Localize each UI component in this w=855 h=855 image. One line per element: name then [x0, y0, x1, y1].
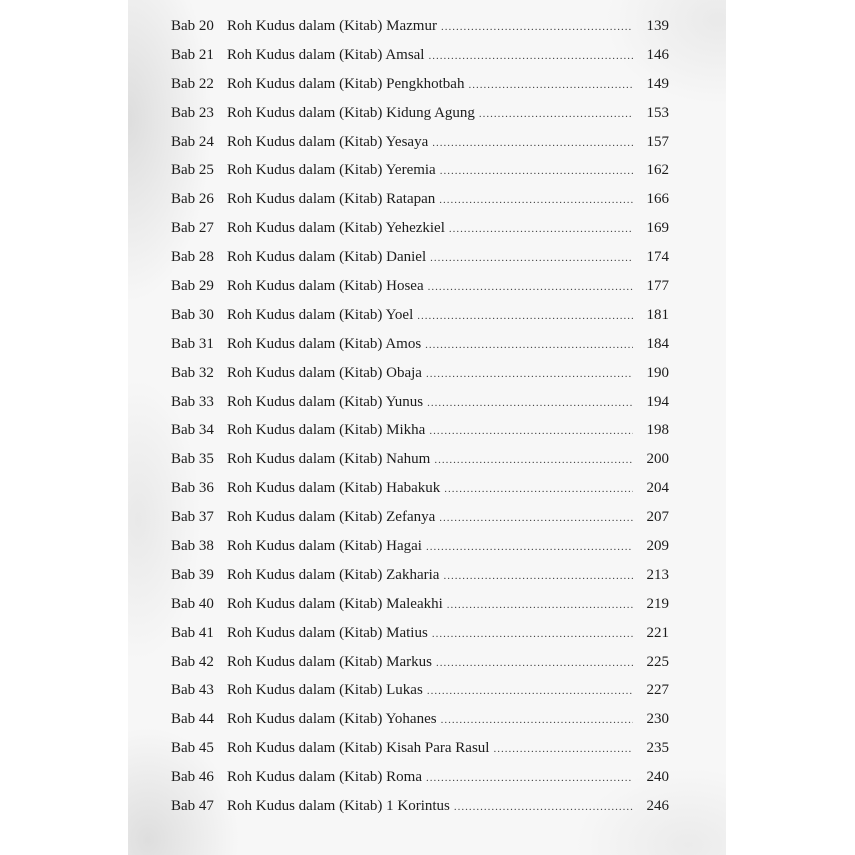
toc-entry — [171, 162, 669, 191]
chapter-number: Bab 45 — [171, 740, 214, 757]
page-number: 194 — [646, 393, 669, 410]
toc-entry — [171, 422, 669, 451]
dot-leader — [447, 599, 633, 611]
chapter-title: Roh Kudus dalam (Kitab) Kisah Para Rasul — [227, 740, 490, 757]
page-number: 204 — [646, 480, 669, 497]
toc-entry — [171, 191, 669, 220]
page-number: 149 — [646, 75, 669, 92]
toc-entry — [171, 682, 669, 711]
chapter-number: Bab 43 — [171, 682, 214, 699]
page-number: 221 — [646, 624, 669, 641]
toc-entry — [171, 711, 669, 740]
chapter-title: Roh Kudus dalam (Kitab) Daniel — [227, 249, 427, 266]
chapter-title: Roh Kudus dalam (Kitab) Hagai — [227, 538, 422, 555]
toc-entry — [171, 18, 669, 47]
dot-leader — [432, 137, 633, 149]
toc-entry — [171, 47, 669, 76]
chapter-number: Bab 25 — [171, 162, 214, 179]
chapter-number: Bab 47 — [171, 798, 214, 815]
toc-entry — [171, 76, 669, 105]
dot-leader — [426, 368, 633, 380]
table-of-contents — [171, 18, 669, 827]
chapter-title: Roh Kudus dalam (Kitab) Zakharia — [227, 566, 440, 583]
chapter-number: Bab 42 — [171, 653, 214, 670]
page-number: 227 — [646, 682, 669, 699]
chapter-number: Bab 46 — [171, 769, 214, 786]
chapter-number: Bab 36 — [171, 480, 214, 497]
toc-entry — [171, 336, 669, 365]
chapter-number: Bab 29 — [171, 278, 214, 295]
toc-entry — [171, 538, 669, 567]
page-number: 230 — [646, 711, 669, 728]
dot-leader — [427, 685, 633, 697]
toc-entry — [171, 220, 669, 249]
page-number: 213 — [646, 566, 669, 583]
dot-leader — [440, 165, 633, 177]
dot-leader — [429, 425, 633, 437]
dot-leader — [417, 310, 633, 322]
chapter-title: Roh Kudus dalam (Kitab) Ratapan — [227, 191, 436, 208]
dot-leader — [426, 541, 633, 553]
page-number: 209 — [646, 538, 669, 555]
dot-leader — [426, 772, 633, 784]
chapter-title: Roh Kudus dalam (Kitab) Roma — [227, 769, 422, 786]
toc-entry — [171, 480, 669, 509]
toc-entry — [171, 134, 669, 163]
dot-leader — [425, 339, 633, 351]
chapter-title: Roh Kudus dalam (Kitab) 1 Korintus — [227, 798, 450, 815]
toc-entry — [171, 249, 669, 278]
dot-leader — [439, 194, 633, 206]
chapter-number: Bab 35 — [171, 451, 214, 468]
toc-entry — [171, 307, 669, 336]
dot-leader — [444, 483, 633, 495]
page-number: 198 — [646, 422, 669, 439]
chapter-number: Bab 28 — [171, 249, 214, 266]
chapter-number: Bab 26 — [171, 191, 214, 208]
dot-leader — [430, 252, 633, 264]
dot-leader — [434, 454, 633, 466]
page-number: 181 — [646, 306, 669, 323]
page-number: 169 — [646, 220, 669, 237]
dot-leader — [428, 50, 633, 62]
chapter-number: Bab 40 — [171, 595, 214, 612]
page-number: 219 — [646, 595, 669, 612]
chapter-number: Bab 34 — [171, 422, 214, 439]
dot-leader — [454, 801, 633, 813]
dot-leader — [428, 281, 633, 293]
chapter-number: Bab 44 — [171, 711, 214, 728]
dot-leader — [441, 714, 633, 726]
toc-entry — [171, 365, 669, 394]
page-number: 207 — [646, 509, 669, 526]
page-number: 139 — [646, 18, 669, 34]
toc-entry — [171, 596, 669, 625]
chapter-title: Roh Kudus dalam (Kitab) Mazmur — [227, 18, 437, 34]
toc-entry — [171, 654, 669, 683]
chapter-number: Bab 31 — [171, 335, 214, 352]
page-number: 200 — [646, 451, 669, 468]
chapter-title: Roh Kudus dalam (Kitab) Matius — [227, 624, 428, 641]
chapter-title: Roh Kudus dalam (Kitab) Nahum — [227, 451, 431, 468]
chapter-number: Bab 24 — [171, 133, 214, 150]
page-number: 235 — [646, 740, 669, 757]
chapter-title: Roh Kudus dalam (Kitab) Mikha — [227, 422, 426, 439]
chapter-title: Roh Kudus dalam (Kitab) Zefanya — [227, 509, 436, 526]
page-number: 162 — [646, 162, 669, 179]
dot-leader — [479, 108, 633, 120]
page-number: 240 — [646, 769, 669, 786]
toc-entry — [171, 394, 669, 423]
chapter-number: Bab 27 — [171, 220, 214, 237]
chapter-number: Bab 37 — [171, 509, 214, 526]
dot-leader — [439, 512, 633, 524]
chapter-title: Roh Kudus dalam (Kitab) Amos — [227, 335, 422, 352]
chapter-title: Roh Kudus dalam (Kitab) Amsal — [227, 46, 425, 63]
dot-leader — [443, 570, 633, 582]
chapter-title: Roh Kudus dalam (Kitab) Yeremia — [227, 162, 436, 179]
chapter-title: Roh Kudus dalam (Kitab) Hosea — [227, 278, 424, 295]
page-number: 174 — [646, 249, 669, 266]
chapter-number: Bab 22 — [171, 75, 214, 92]
page-number: 166 — [646, 191, 669, 208]
page-number: 153 — [646, 104, 669, 121]
chapter-title: Roh Kudus dalam (Kitab) Lukas — [227, 682, 423, 699]
toc-entry — [171, 740, 669, 769]
toc-entry — [171, 798, 669, 827]
dot-leader — [468, 79, 633, 91]
toc-entry — [171, 769, 669, 798]
chapter-number: Bab 30 — [171, 306, 214, 323]
chapter-number: Bab 39 — [171, 566, 214, 583]
dot-leader — [493, 743, 633, 755]
chapter-title: Roh Kudus dalam (Kitab) Yoel — [227, 306, 414, 323]
chapter-title: Roh Kudus dalam (Kitab) Yohanes — [227, 711, 437, 728]
dot-leader — [441, 21, 633, 33]
dot-leader — [432, 628, 633, 640]
chapter-title: Roh Kudus dalam (Kitab) Obaja — [227, 364, 422, 381]
chapter-title: Roh Kudus dalam (Kitab) Yunus — [227, 393, 424, 410]
toc-entry — [171, 567, 669, 596]
chapter-title: Roh Kudus dalam (Kitab) Markus — [227, 653, 432, 670]
chapter-number: Bab 21 — [171, 46, 214, 63]
chapter-title: Roh Kudus dalam (Kitab) Kidung Agung — [227, 104, 475, 121]
chapter-title: Roh Kudus dalam (Kitab) Yehezkiel — [227, 220, 445, 237]
toc-entry — [171, 105, 669, 134]
dot-leader — [427, 397, 633, 409]
page-number: 225 — [646, 653, 669, 670]
chapter-number: Bab 20 — [171, 18, 214, 34]
page-number: 157 — [646, 133, 669, 150]
chapter-number: Bab 23 — [171, 104, 214, 121]
chapter-title: Roh Kudus dalam (Kitab) Yesaya — [227, 133, 429, 150]
page-number: 246 — [646, 798, 669, 815]
page-number: 146 — [646, 46, 669, 63]
chapter-number: Bab 32 — [171, 364, 214, 381]
page-number: 177 — [646, 278, 669, 295]
page-number: 190 — [646, 364, 669, 381]
toc-entry — [171, 278, 669, 307]
chapter-title: Roh Kudus dalam (Kitab) Pengkhotbah — [227, 75, 465, 92]
toc-entry — [171, 625, 669, 654]
dot-leader — [436, 657, 633, 669]
toc-entry — [171, 451, 669, 480]
chapter-number: Bab 33 — [171, 393, 214, 410]
chapter-title: Roh Kudus dalam (Kitab) Habakuk — [227, 480, 441, 497]
page-number: 184 — [646, 335, 669, 352]
chapter-title: Roh Kudus dalam (Kitab) Maleakhi — [227, 595, 443, 612]
chapter-number: Bab 38 — [171, 538, 214, 555]
chapter-number: Bab 41 — [171, 624, 214, 641]
dot-leader — [449, 223, 633, 235]
toc-entry — [171, 509, 669, 538]
